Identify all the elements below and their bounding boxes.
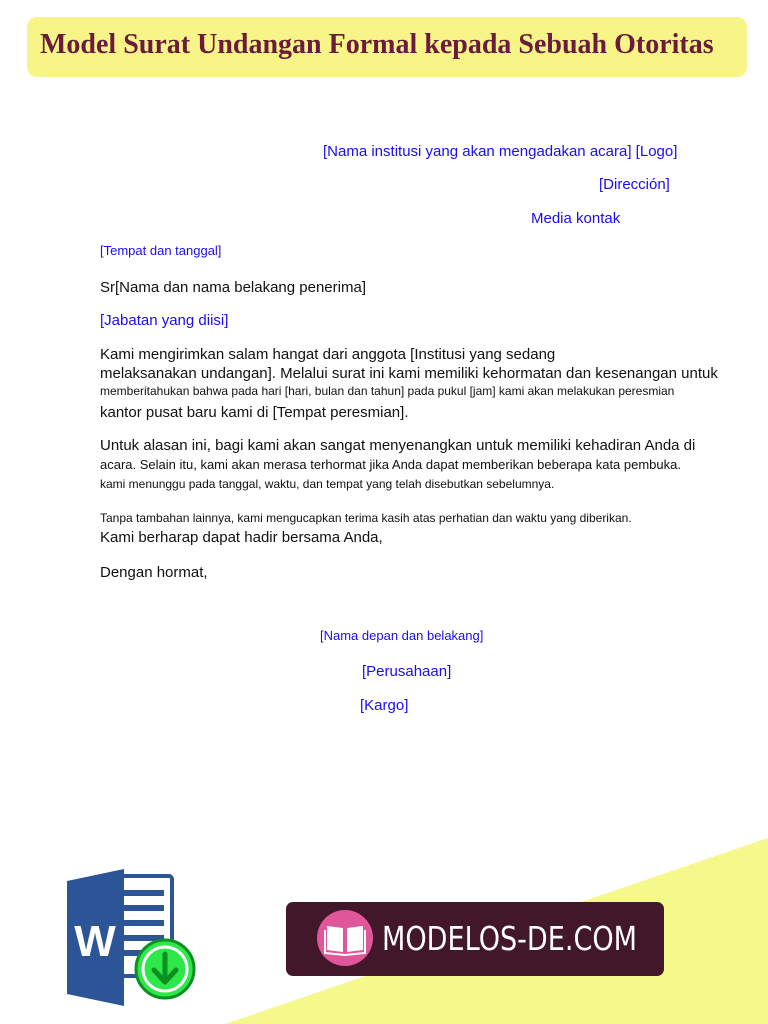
header-contact: Media kontak bbox=[531, 210, 621, 227]
header-address: [Dirección] bbox=[599, 176, 670, 193]
word-letter: W bbox=[74, 917, 116, 966]
recipient-position: [Jabatan yang diisi] bbox=[100, 312, 229, 329]
paragraph-1-line-4: kantor pusat baru kami di [Tempat peresmian]. bbox=[100, 404, 409, 421]
paragraph-3-line-2: Kami berharap dapat hadir bersama Anda, bbox=[100, 529, 383, 546]
paragraph-2-line-2: acara. Selain itu, kami akan merasa terhormat jika Anda dapat memberikan beberapa kata pembuka. bbox=[100, 457, 681, 472]
closing: Dengan hormat, bbox=[100, 564, 208, 581]
signature-company: [Perusahaan] bbox=[362, 663, 452, 680]
signature-role: [Kargo] bbox=[360, 697, 409, 714]
paragraph-1-line-1: Kami mengirimkan salam hangat dari anggota [Institusi yang sedang bbox=[100, 346, 556, 363]
paragraph-2-line-3: kami menunggu pada tanggal, waktu, dan tempat yang telah disebutkan sebelumnya. bbox=[100, 477, 555, 491]
place-date: [Tempat dan tanggal] bbox=[100, 243, 222, 258]
paragraph-2-line-1: Untuk alasan ini, bagi kami akan sangat menyenangkan untuk memiliki kehadiran Anda di bbox=[100, 437, 696, 454]
brand-name[interactable]: MODELOS-DE.COM bbox=[382, 919, 638, 958]
download-arrow-icon bbox=[136, 940, 194, 998]
page-title: Model Surat Undangan Formal kepada Sebuah Otoritas bbox=[40, 29, 714, 60]
header-institution: [Nama institusi yang akan mengadakan acara] [Logo] bbox=[323, 143, 678, 160]
open-book-icon bbox=[324, 920, 366, 956]
signature-name: [Nama depan dan belakang] bbox=[320, 628, 484, 643]
recipient-name: Sr[Nama dan nama belakang penerima] bbox=[100, 279, 366, 296]
paragraph-3-line-1: Tanpa tambahan lainnya, kami mengucapkan terima kasih atas perhatian dan waktu yang diberikan. bbox=[100, 511, 632, 525]
paragraph-1-line-2: melaksanakan undangan]. Melalui surat ini kami memiliki kehormatan dan kesenangan untuk bbox=[100, 365, 718, 382]
word-document-icon[interactable] bbox=[62, 866, 202, 1011]
paragraph-1-line-3: memberitahukan bahwa pada hari [hari, bulan dan tahun] pada pukul [jam] kami akan melakukan peresmian bbox=[100, 384, 675, 398]
